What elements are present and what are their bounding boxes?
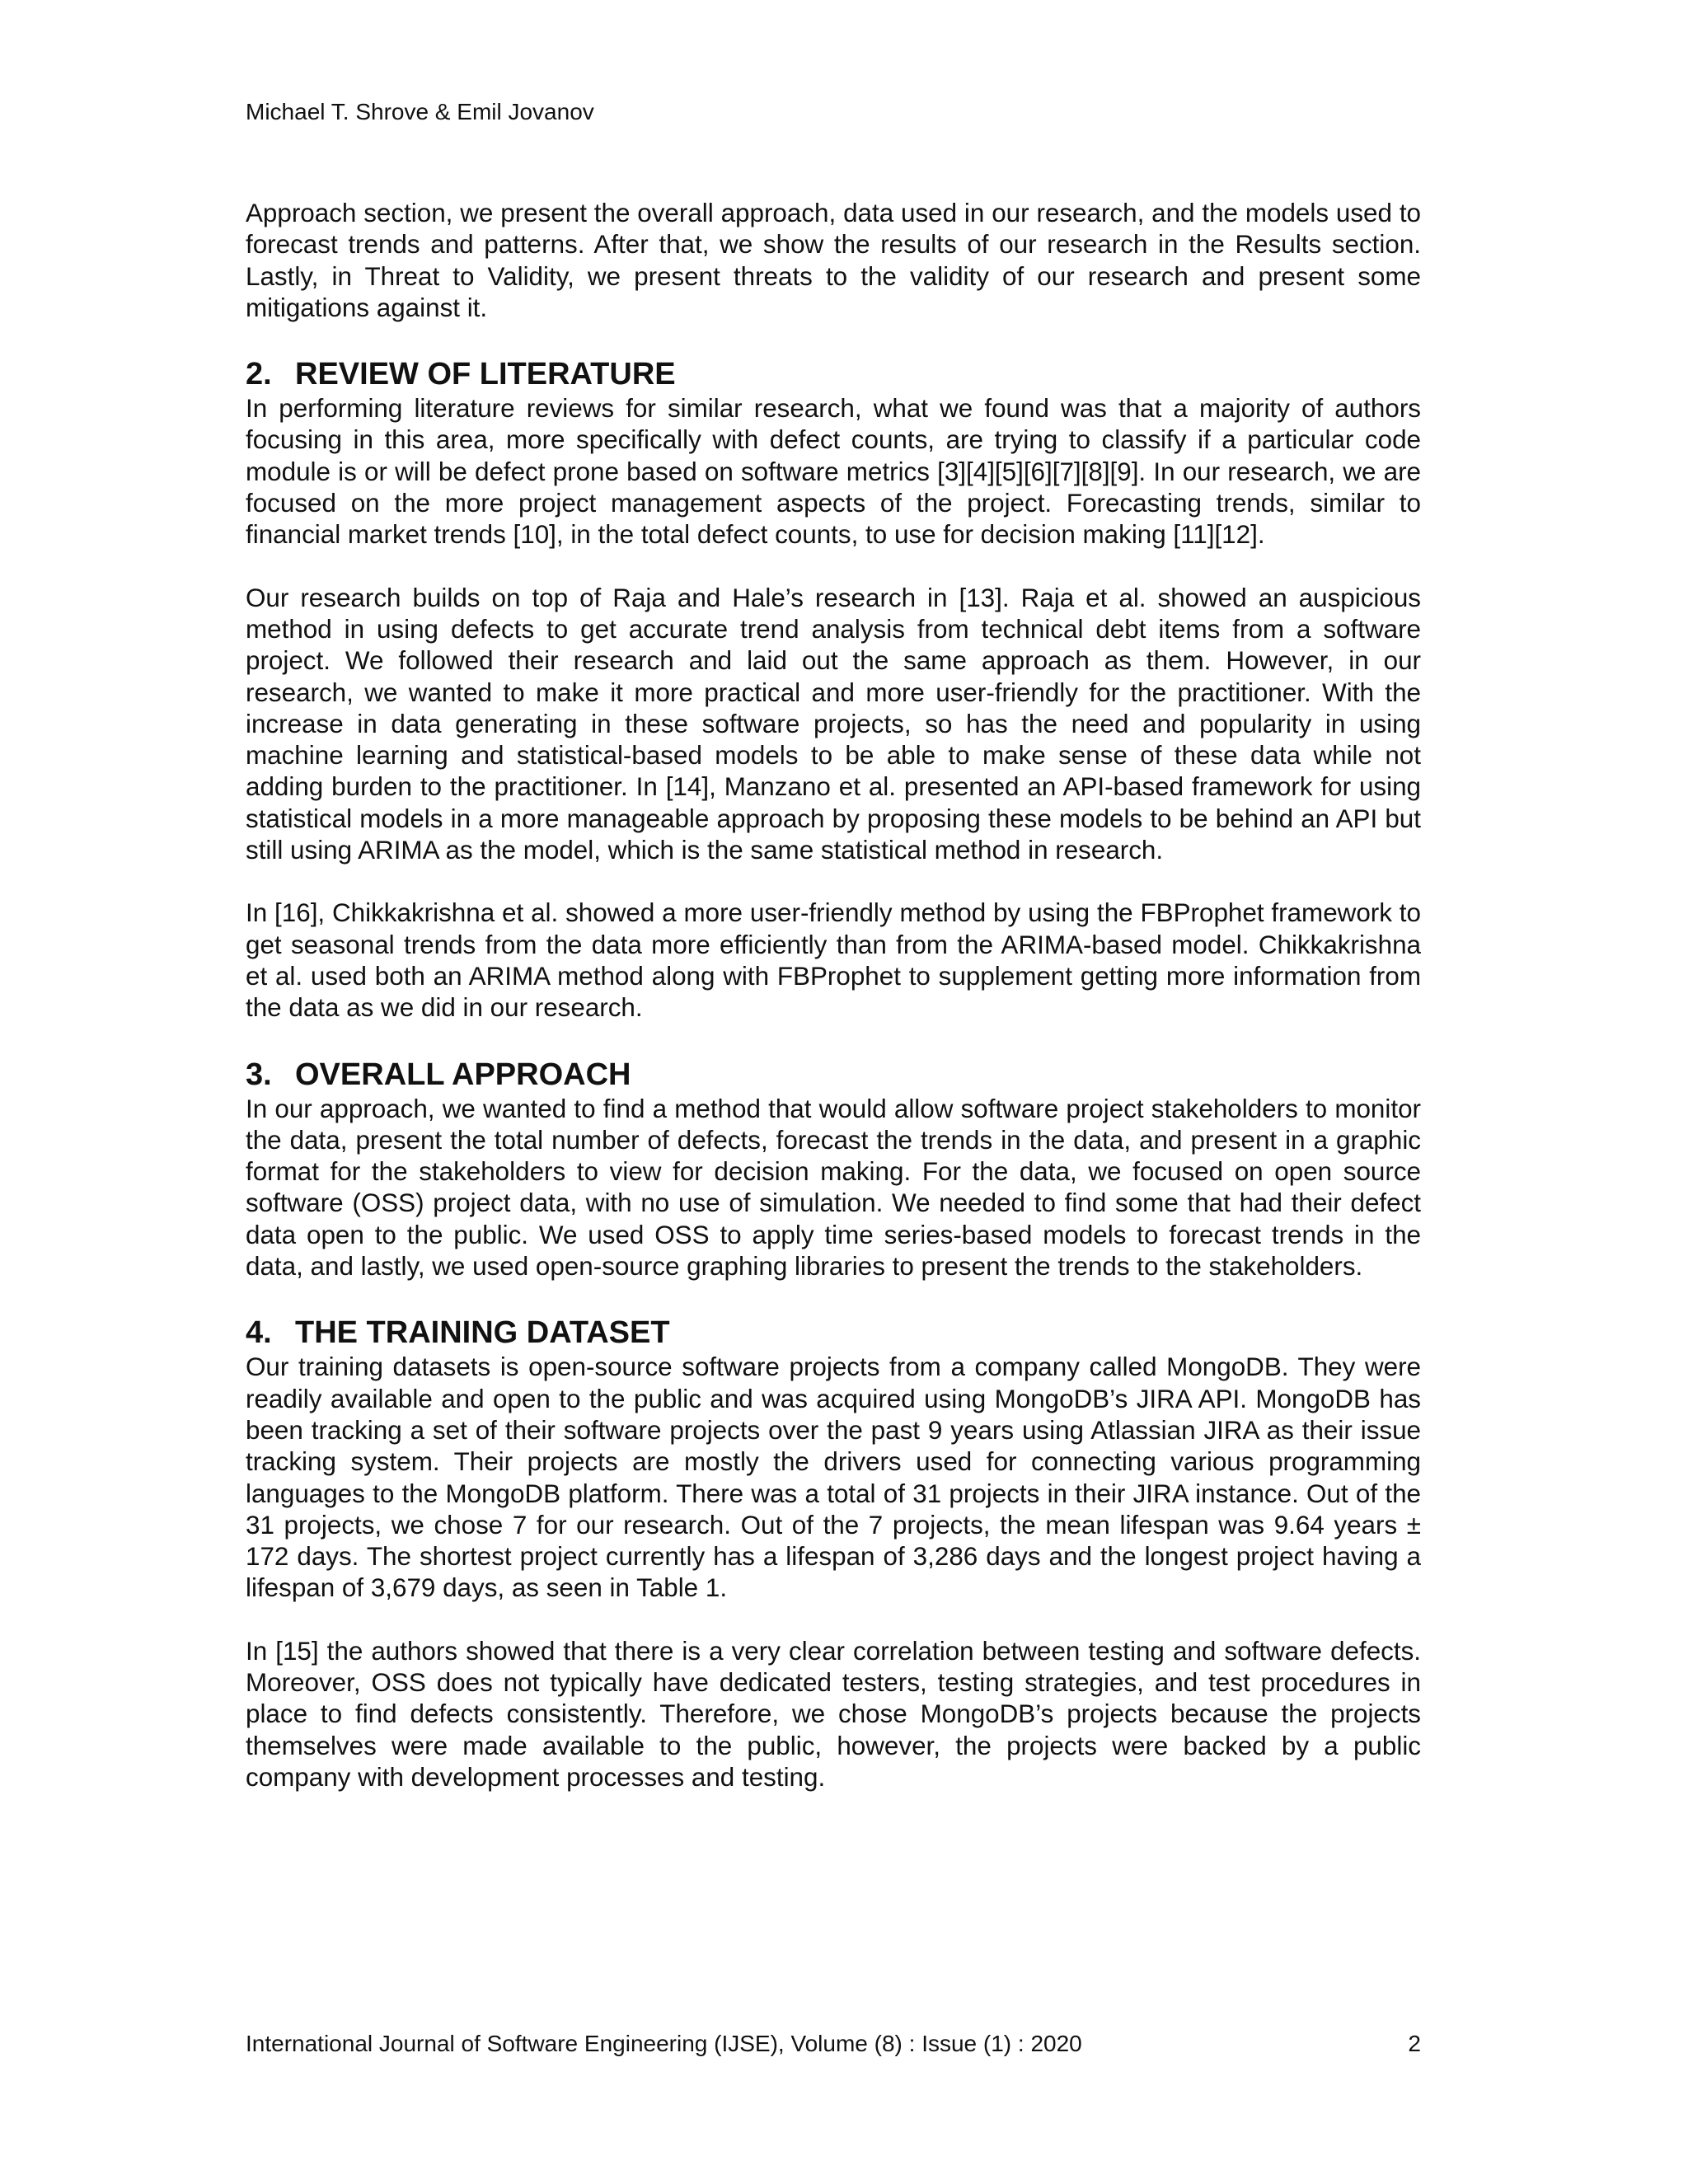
paragraph: Our research builds on top of Raja and Hale’s research in [13]. Raja et al. showed an auspicious method in using defects to get accurate trend analysis from technical debt items from a software project. We followed their research and laid out the same approach as them. However, in our research, we wanted to make it more practical and more user-friendly for the practitioner. With the increase in data generating in these software projects, so has the need and popularity in using machine learning and statistical-based models to be able to make sense of these data while not adding burden to the practitioner. In [14], Manzano et al. presented an API-based framework for using statistical models in a more manageable approach by proposing these models to be behind an API but still using ARIMA as the model, which is the same statistical method in research. (246, 583, 1421, 865)
intro-paragraph: Approach section, we present the overall approach, data used in our research, and the models used to forecast trends and patterns. After that, we show the results of our research in the Results section. Lastly, in Threat to Validity, we present threats to the validity of our research and present some mitigations against it. (246, 199, 1421, 322)
section-overall-approach (246, 1056, 1421, 1283)
section-title: REVIEW OF LITERATURE (295, 357, 676, 392)
section-heading (246, 1056, 1421, 1094)
section-heading (246, 1314, 1421, 1352)
paragraph: In performing literature reviews for similar research, what we found was that a majority of authors focusing in this area, more specifically with defect counts, are trying to classify if a particular code module is or will be defect prone based on software metrics [3][4][5][6][7][8][9]. In our research, we are focused on the more project management aspects of the project. Forecasting trends, similar to financial market trends [10], in the total defect counts, to use for decision making [11][12]. (246, 394, 1421, 550)
page-footer (246, 2029, 1421, 2059)
section-title: OVERALL APPROACH (295, 1057, 631, 1092)
paragraph: Our training datasets is open-source software projects from a company called MongoDB. They were readily available and open to the public and was acquired using MongoDB’s JIRA API. MongoDB has been tracking a set of their software projects over the past 9 years using Atlassian JIRA as their issue tracking system. Their projects are mostly the drivers used for connecting various programming languages to the MongoDB platform. There was a total of 31 projects in their JIRA instance. Out of the 31 projects, we chose 7 for our research. Out of the 7 projects, the mean lifespan was 9.64 years ± 172 days. The shortest project currently has a lifespan of 3,286 days and the longest project having a lifespan of 3,679 days, as seen in Table 1. (246, 1352, 1421, 1603)
section-review-of-literature (246, 355, 1421, 1024)
footer-journal: International Journal of Software Engineering (IJSE), Volume (8) : Issue (1) : 2020 (246, 2031, 1082, 2056)
section-number: 2. (246, 357, 272, 392)
paragraph: In [15] the authors showed that there is a very clear correlation between testing and software defects. Moreover, OSS does not typically have dedicated testers, testing strategies, and test procedures in place to find defects consistently. Therefore, we chose MongoDB’s projects because the projects themselves were made available to the public, however, the projects were backed by a public company with development processes and testing. (246, 1636, 1421, 1792)
section-number: 3. (246, 1057, 272, 1092)
section-heading (246, 355, 1421, 393)
running-header-authors: Michael T. Shrove & Emil Jovanov (246, 99, 594, 124)
section-training-dataset (246, 1314, 1421, 1793)
page-number: 2 (1408, 2031, 1421, 2056)
main-content (246, 198, 1421, 1825)
section-number: 4. (246, 1315, 272, 1351)
paragraph: In our approach, we wanted to find a method that would allow software project stakeholders to monitor the data, present the total number of defects, forecast the trends in the data, and present in a graphic format for the stakeholders to view for decision making. For the data, we focused on open source software (OSS) project data, with no use of simulation. We needed to find some that had their defect data open to the public. We used OSS to apply time series-based models to forecast trends in the data, and lastly, we used open-source graphing libraries to present the trends to the stakeholders. (246, 1094, 1421, 1282)
paragraph: In [16], Chikkakrishna et al. showed a more user-friendly method by using the FBProphet framework to get seasonal trends from the data more efficiently than from the ARIMA-based model. Chikkakrishna et al. used both an ARIMA method along with FBProphet to supplement getting more information from the data as we did in our research. (246, 898, 1421, 1023)
section-title: THE TRAINING DATASET (295, 1315, 670, 1351)
